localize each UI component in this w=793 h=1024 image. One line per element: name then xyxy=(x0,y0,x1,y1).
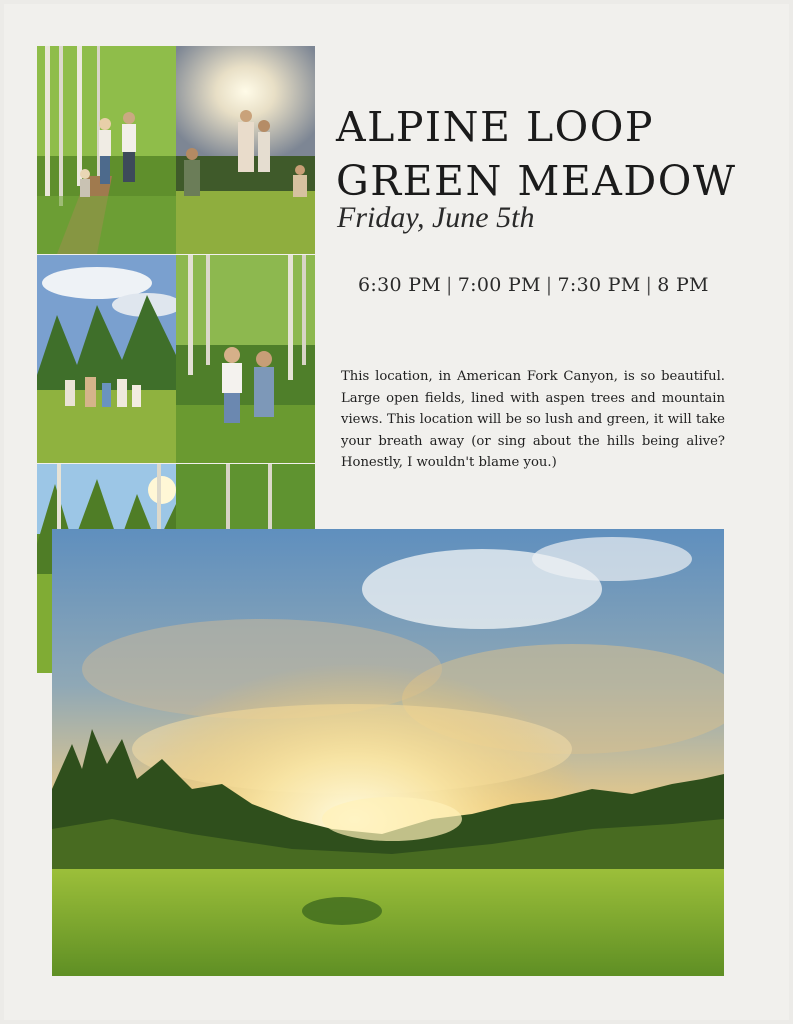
session-times xyxy=(358,274,709,296)
photo-family-field-aspens xyxy=(37,255,176,463)
location-description: This location, in American Fork Canyon, is so beautiful. Large open fields, lined with aspen trees and mountain views. This location will be so lush and green, it will take your breath away (or sing about the hills being alive? Honestly, I wouldn't blame you.) xyxy=(341,369,725,470)
photo-meadow-sunset-landscape xyxy=(52,529,724,976)
time-separator: | xyxy=(545,274,553,296)
time-separator: | xyxy=(446,274,453,296)
photo-family-walking-trail xyxy=(37,46,176,254)
title-line-2: GREEN MEADOW xyxy=(336,157,737,205)
photo-couple-sunset-embrace xyxy=(176,46,315,254)
time-slot: 7:00 PM xyxy=(457,274,541,296)
session-date: Friday, June 5th xyxy=(337,201,535,234)
time-separator: | xyxy=(645,274,653,296)
time-slot: 7:30 PM xyxy=(557,274,641,296)
location-title xyxy=(336,100,737,208)
time-slot: 6:30 PM xyxy=(358,274,442,296)
photo-two-girls-forest xyxy=(176,255,315,463)
time-slot: 8 PM xyxy=(657,274,709,296)
title-line-1: ALPINE LOOP xyxy=(336,103,654,151)
